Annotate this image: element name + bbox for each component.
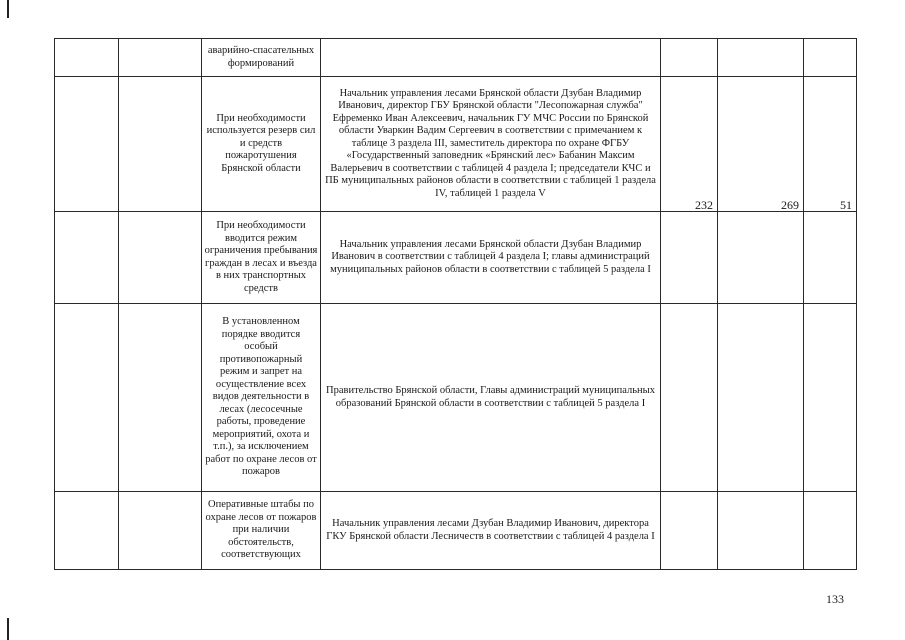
responsible-cell: Начальник управления лесами Дзубан Владимир Иванович, директора ГКУ Брянской области Лесничеств в соответствии с таблицей 4 раздела I (321, 492, 661, 570)
fire-plan-table (54, 38, 857, 570)
value-cell-b (718, 212, 804, 304)
table-row (55, 492, 857, 570)
value-cell-a: 232 (661, 77, 718, 212)
table-row (55, 39, 857, 77)
blank-cell (55, 77, 119, 212)
value-cell-a (661, 212, 718, 304)
page-edge-mark-bottom (7, 618, 9, 640)
blank-cell (55, 492, 119, 570)
blank-cell (55, 304, 119, 492)
blank-cell (119, 212, 202, 304)
event-cell: При необходимости вводится режим ограничения пребывания граждан в лесах и въезда в них транспортных средств (202, 212, 321, 304)
responsible-cell: Начальник управления лесами Брянской области Дзубан Владимир Иванович в соответствии с таблицей 4 раздела I; главы администраций муниципальных районов области в соответствии с таблицей 5 раздела I (321, 212, 661, 304)
blank-cell (119, 39, 202, 77)
event-cell: Оперативные штабы по охране лесов от пожаров при наличии обстоятельств, соответствующих (202, 492, 321, 570)
page-number: 133 (826, 592, 844, 606)
table-row (55, 77, 857, 212)
blank-cell (55, 212, 119, 304)
value-cell-a (661, 304, 718, 492)
blank-cell (55, 39, 119, 77)
page-edge-mark-top (7, 0, 9, 18)
value-cell-c (804, 212, 857, 304)
value-cell-c (804, 492, 857, 570)
blank-cell (119, 304, 202, 492)
responsible-cell (321, 39, 661, 77)
value-cell-a (661, 39, 718, 77)
value-cell-a (661, 492, 718, 570)
value-cell-c (804, 39, 857, 77)
event-cell: В установленном порядке вводится особый противопожарный режим и запрет на осуществление всех видов деятельности в лесах (лесосечные работы, проведение мероприятий, охота и т.п.), за исключением работ по охране лесов от пожаров (202, 304, 321, 492)
blank-cell (119, 492, 202, 570)
blank-cell (119, 77, 202, 212)
value-cell-b (718, 492, 804, 570)
table-row (55, 212, 857, 304)
event-cell: аварийно-спасательных формирований (202, 39, 321, 77)
value-cell-b (718, 304, 804, 492)
event-cell: При необходимости используется резерв сил и средств пожаротушения Брянской области (202, 77, 321, 212)
value-cell-c: 51 (804, 77, 857, 212)
value-cell-b: 269 (718, 77, 804, 212)
value-cell-b (718, 39, 804, 77)
table-row (55, 304, 857, 492)
responsible-cell: Начальник управления лесами Брянской области Дзубан Владимир Иванович, директор ГБУ Брянской области "Лесопожарная служба" Ефременко Иван Алексеевич, начальник ГУ МЧС России по Брянской области Уваркин Вадим Сергеевич в соответствии с примечанием к таблице 3 раздела III, заместитель директора по охране ФГБУ «Государственный заповедник «Брянский лес» Бабанин Максим Валерьевич в соответствии с таблицей 4 раздела I; председатели КЧС и ПБ муниципальных районов области в соответствии с таблицей 1 раздела IV, таблицей 1 раздела V (321, 77, 661, 212)
value-cell-c (804, 304, 857, 492)
responsible-cell: Правительство Брянской области, Главы администраций муниципальных образований Брянской области в соответствии с таблицей 5 раздела I (321, 304, 661, 492)
